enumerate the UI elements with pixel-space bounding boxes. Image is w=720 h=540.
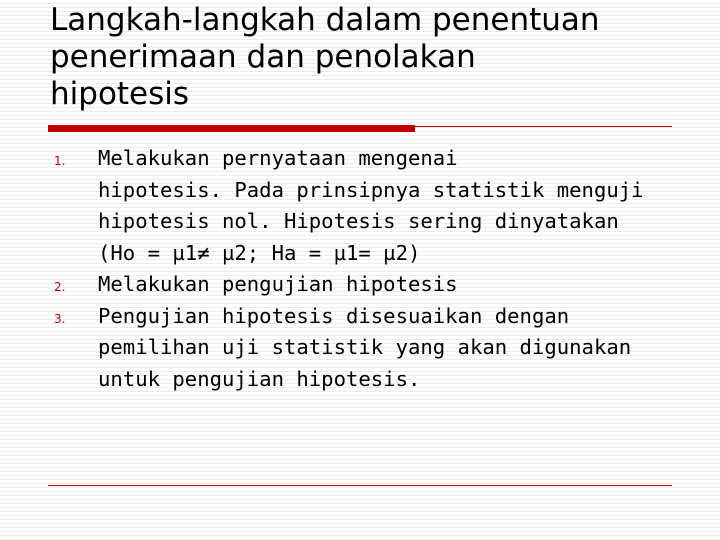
list-item (0, 269, 720, 301)
list-item-line: pemilihan uji statistik yang akan digunakan (98, 335, 632, 359)
numbered-list (0, 143, 720, 395)
list-item-line: hipotesis. Pada prinsipnya statistik menguji (98, 177, 644, 202)
title-line: penerimaan dan penolakan (50, 39, 476, 75)
slide-title (50, 2, 710, 113)
list-item-line: hipotesis nol. Hipotesis sering dinyatakan (98, 209, 619, 233)
list-item (0, 143, 720, 269)
list-item-text (98, 301, 698, 396)
list-item-line: Melakukan pengujian hipotesis (98, 272, 458, 296)
title-line: Langkah-langkah dalam penentuan (50, 2, 600, 38)
list-item-text (98, 269, 698, 301)
list-item-number: 2. (54, 280, 66, 294)
list-item-line: Melakukan pernyataan mengenai (98, 146, 458, 170)
list-item-line: Pengujian hipotesis disesuaikan dengan (98, 303, 570, 328)
list-item-number: 3. (54, 311, 66, 326)
list-item-text (98, 143, 698, 269)
title-underline-thick (48, 125, 415, 132)
title-line: hipotesis (50, 76, 190, 112)
list-item (0, 301, 720, 396)
list-item-line: (Ho = µ1≠ µ2; Ha = µ1= µ2) (98, 240, 421, 265)
footer-rule (48, 485, 672, 486)
list-item-line: untuk pengujian hipotesis. (98, 366, 421, 391)
list-item-number: 1. (54, 154, 66, 168)
title-underline-thin (415, 126, 672, 127)
